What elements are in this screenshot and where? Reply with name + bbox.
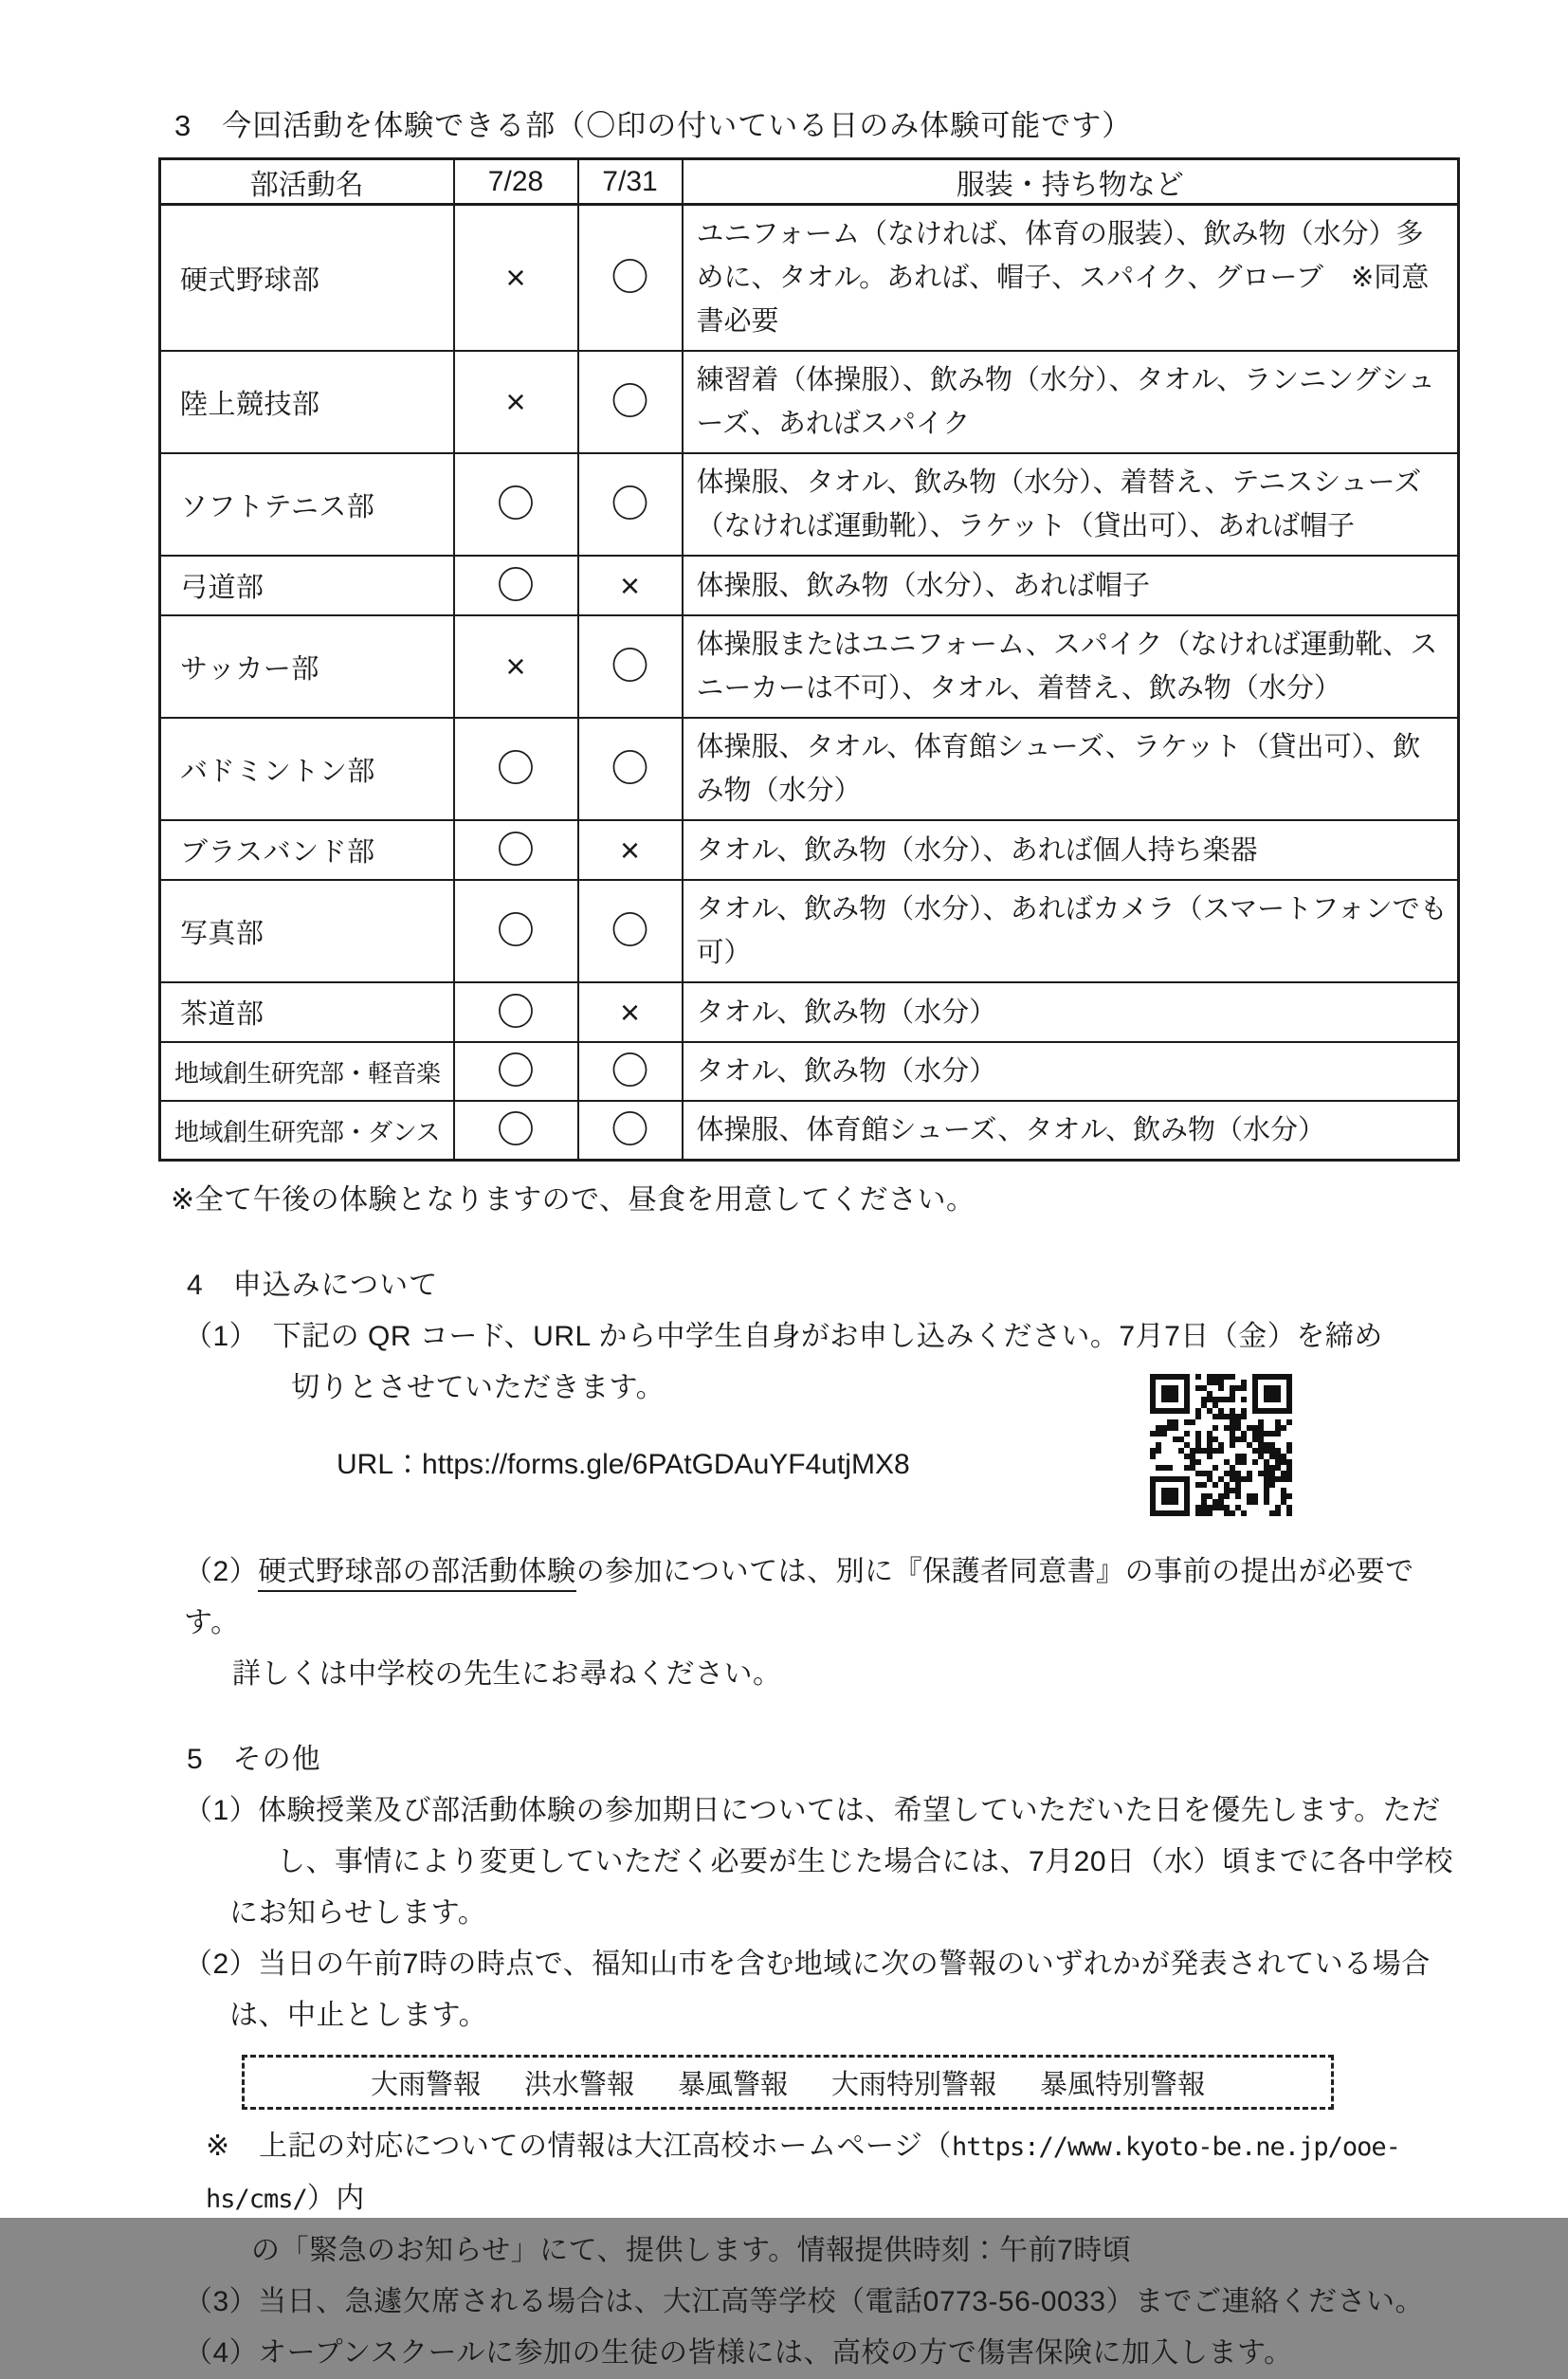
items-cell: タオル、飲み物（水分）、あればカメラ（スマートフォンでも可）: [683, 880, 1459, 982]
club-activity-table: [158, 157, 1460, 1162]
club-name-cell: 茶道部: [160, 982, 454, 1042]
circle-mark: 〇: [611, 381, 649, 423]
mark-728-cell: [454, 982, 578, 1042]
club-name-cell: バドミントン部: [160, 718, 454, 820]
qr-code: [1150, 1374, 1292, 1516]
homepage-note-line2: の「緊急のお知らせ」にて、提供します。情報提供時刻：午前7時頃: [251, 2235, 1132, 2266]
circle-mark: 〇: [497, 484, 535, 525]
mark-728-cell: [454, 1042, 578, 1101]
club-name-cell: サッカー部: [160, 615, 454, 718]
mark-731-cell: [578, 351, 683, 453]
club-name-cell: 写真部: [160, 880, 454, 982]
club-row: [160, 880, 1459, 982]
section4-item2-line2: 詳しくは中学校の先生にお尋ねください。: [232, 1658, 782, 1690]
club-row: [160, 982, 1459, 1042]
items-cell: 体操服、タオル、体育館シューズ、ラケット（貸出可）、飲み物（水分）: [683, 718, 1459, 820]
warning-label: 暴風警報: [677, 2069, 788, 2100]
header-date-728: 7/28: [454, 159, 578, 205]
club-row: [160, 1101, 1459, 1161]
section5-item1-line2: し、事情により変更していただく必要が生じた場合には、7月20日（水）頃までに各中学校: [277, 1846, 1454, 1877]
club-row: [160, 453, 1459, 556]
mark-728-cell: [454, 820, 578, 880]
section5-item3: （3）当日、急遽欠席される場合は、大江高等学校（電話0773‐56‐0033）までご連絡ください。: [184, 2286, 1425, 2317]
items-cell: タオル、飲み物（水分）、あれば個人持ち楽器: [683, 820, 1459, 880]
mark-731-cell: [578, 718, 683, 820]
cross-mark: ×: [505, 382, 526, 421]
circle-mark: 〇: [611, 910, 649, 952]
circle-mark: 〇: [611, 484, 649, 525]
club-row: [160, 718, 1459, 820]
club-row: [160, 820, 1459, 880]
items-cell: 体操服、体育館シューズ、タオル、飲み物（水分）: [683, 1101, 1459, 1161]
section5-item2-line2: は、中止とします。: [229, 2000, 488, 2031]
cross-mark: ×: [505, 258, 526, 297]
url-label: URL：: [337, 1449, 423, 1480]
warning-label: 大雨警報: [370, 2069, 481, 2100]
mark-731-cell: [578, 880, 683, 982]
cross-mark: ×: [619, 565, 641, 605]
items-cell: 練習着（体操服）、飲み物（水分）、タオル、ランニングシューズ、あればスパイク: [683, 351, 1459, 453]
section4-heading: 4 申込みについて: [187, 1270, 439, 1301]
section5-heading: 5 その他: [187, 1744, 321, 1775]
mark-731-cell: [578, 1042, 683, 1101]
club-row: [160, 1042, 1459, 1101]
homepage-note-pre: ※ 上記の対応についての情報は大江高校ホームページ（: [206, 2131, 952, 2162]
table-header-row: [160, 159, 1459, 205]
section5-item4: （4）オープンスクールに参加の生徒の皆様には、高校の方で傷害保険に加入します。: [184, 2337, 1293, 2369]
warning-label: 洪水警報: [523, 2069, 634, 2100]
application-url: https://forms.gle/6PAtGDAuYF4utjMX8: [422, 1449, 910, 1480]
mark-731-cell: [578, 205, 683, 352]
mark-731-cell: [578, 1101, 683, 1161]
circle-mark: 〇: [497, 991, 535, 1034]
warning-label: 暴風特別警報: [1040, 2069, 1206, 2100]
mark-728-cell: [454, 1101, 578, 1161]
circle-mark: 〇: [497, 564, 535, 607]
mark-731-cell: [578, 982, 683, 1042]
mark-728-cell: [454, 615, 578, 718]
item2-rest: の参加については、別に『保護者同意書』の事前の提出が必要です。: [184, 1556, 1414, 1638]
items-cell: タオル、飲み物（水分）: [683, 982, 1459, 1042]
mark-728-cell: [454, 718, 578, 820]
circle-mark: 〇: [497, 829, 535, 871]
club-row: [160, 556, 1459, 615]
circle-mark: 〇: [611, 1109, 649, 1151]
circle-mark: 〇: [611, 257, 649, 299]
section4-body: [158, 1311, 1460, 1700]
club-name-cell: 地域創生研究部・軽音楽: [160, 1042, 454, 1101]
section5-item2-line1: （2）当日の午前7時の時点で、福知山市を含む地域に次の警報のいずれかが発表されている場合: [184, 1949, 1431, 1980]
circle-mark: 〇: [497, 1109, 535, 1151]
mark-731-cell: [578, 556, 683, 615]
club-row: [160, 351, 1459, 453]
items-cell: タオル、飲み物（水分）: [683, 1042, 1459, 1101]
weather-warning-box: [242, 2055, 1334, 2110]
items-cell: 体操服、飲み物（水分）、あれば帽子: [683, 556, 1459, 615]
cross-mark: ×: [619, 830, 641, 869]
mark-728-cell: [454, 205, 578, 352]
item2-number: （2）: [184, 1556, 259, 1587]
circle-mark: 〇: [611, 646, 649, 687]
items-cell: 体操服またはユニフォーム、スパイク（なければ運動靴、スニーカーは不可）、タオル、着替え、飲み物（水分）: [683, 615, 1459, 718]
cross-mark: ×: [619, 992, 641, 1032]
circle-mark: 〇: [611, 748, 649, 790]
application-url-row: [158, 1414, 1460, 1546]
section4-item1-line2: 切りとさせていただきます。: [291, 1372, 665, 1403]
items-cell: 体操服、タオル、飲み物（水分）、着替え、テニスシューズ（なければ運動靴）、ラケット（貸出可）、あれば帽子: [683, 453, 1459, 556]
section5-item1-line3: にお知らせします。: [229, 1897, 487, 1929]
section5-item1-line1: （1）体験授業及び部活動体験の参加期日については、希望していただいた日を優先します。ただ: [184, 1795, 1441, 1826]
mark-731-cell: [578, 820, 683, 880]
club-name-cell: ブラスバンド部: [160, 820, 454, 880]
circle-mark: 〇: [611, 1051, 649, 1092]
club-name-cell: 弓道部: [160, 556, 454, 615]
club-name-cell: 地域創生研究部・ダンス: [160, 1101, 454, 1161]
homepage-note-post: ）内: [306, 2183, 365, 2214]
mark-728-cell: [454, 880, 578, 982]
mark-728-cell: [454, 453, 578, 556]
club-name-cell: 硬式野球部: [160, 205, 454, 352]
warning-label: 大雨特別警報: [831, 2069, 997, 2100]
section3-heading: 3 今回活動を体験できる部（〇印の付いている日のみ体験可能です）: [174, 109, 1133, 142]
lunch-note: ※全て午後の体験となりますので、昼食を用意してください。: [171, 1184, 975, 1216]
circle-mark: 〇: [497, 910, 535, 952]
mark-728-cell: [454, 351, 578, 453]
items-cell: ユニフォーム（なければ、体育の服装）、飲み物（水分）多めに、タオル。あれば、帽子、スパイク、グローブ ※同意書必要: [683, 205, 1459, 352]
cross-mark: ×: [505, 647, 526, 686]
homepage-note-line1: [206, 2121, 1460, 2225]
mark-731-cell: [578, 453, 683, 556]
header-date-731: 7/31: [578, 159, 683, 205]
mark-728-cell: [454, 556, 578, 615]
item2-underlined-text: 硬式野球部の部活動体験: [258, 1556, 576, 1592]
header-club-name: 部活動名: [160, 159, 454, 205]
circle-mark: 〇: [497, 1051, 535, 1092]
club-row: [160, 205, 1459, 352]
section4-item1-line1: （1） 下記の QR コード、URL から中学生自身がお申し込みください。7月7日（金）を締め: [184, 1321, 1383, 1352]
header-items: 服装・持ち物など: [683, 159, 1459, 205]
club-name-cell: 陸上競技部: [160, 351, 454, 453]
mark-731-cell: [578, 615, 683, 718]
club-row: [160, 615, 1459, 718]
club-name-cell: ソフトテニス部: [160, 453, 454, 556]
homepage-url: https://www.kyoto-be.ne.jp/ooe-hs/cms/: [206, 2132, 1400, 2214]
section4-item2-line1: [184, 1546, 1460, 1649]
circle-mark: 〇: [497, 748, 535, 790]
